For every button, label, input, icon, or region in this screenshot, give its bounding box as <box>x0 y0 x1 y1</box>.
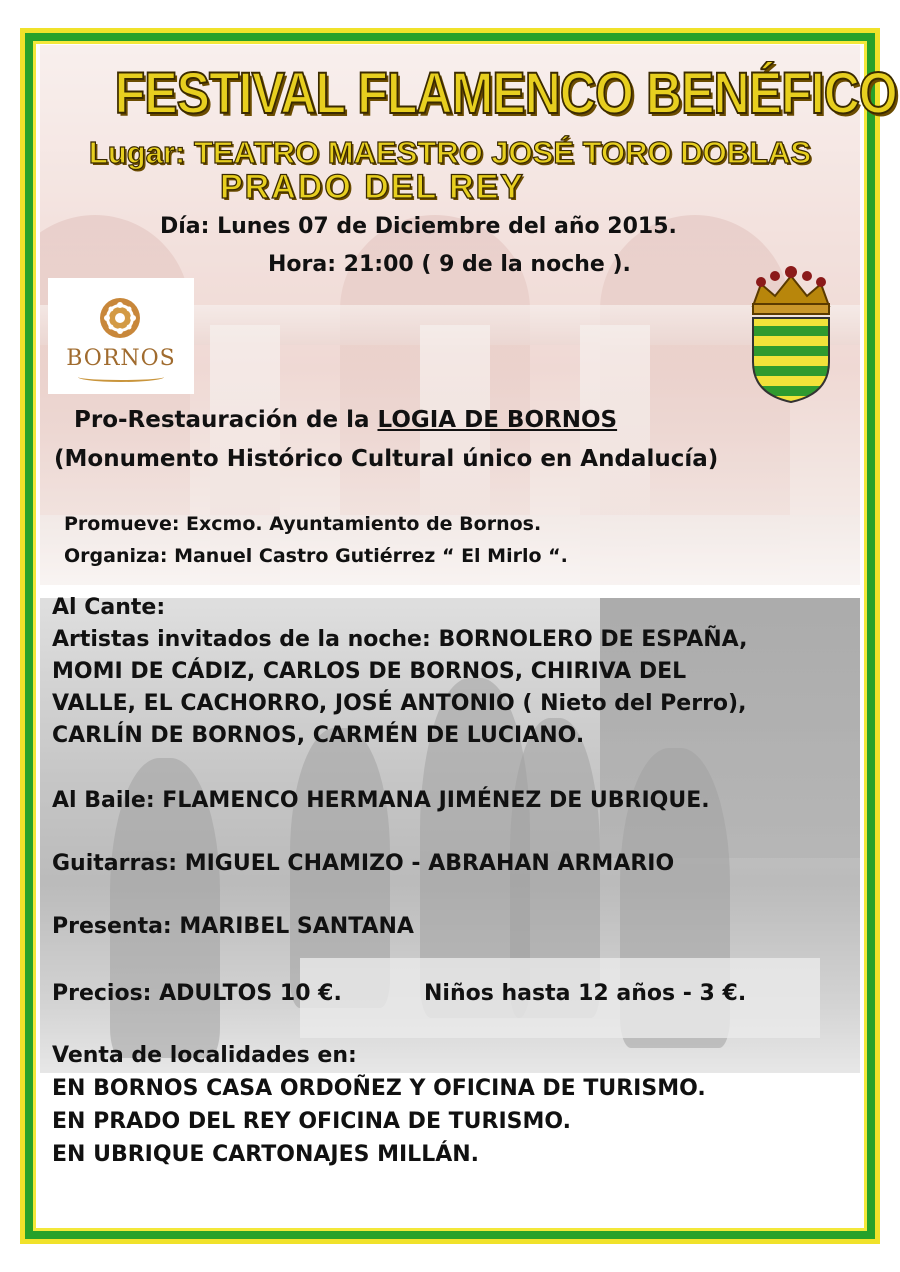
bornos-logo <box>48 278 194 394</box>
event-time: Hora: 21:00 ( 9 de la noche ). <box>268 252 631 277</box>
tickets-location: EN UBRIQUE CARTONAJES MILLÁN. <box>52 1142 480 1167</box>
price-children: Niños hasta 12 años - 3 €. <box>424 981 747 1006</box>
rosette-emblem-icon <box>98 296 142 340</box>
presenta-line: Presenta: MARIBEL SANTANA <box>52 914 414 939</box>
cante-line: Artistas invitados de la noche: BORNOLERO DE ESPAÑA, <box>52 627 748 652</box>
price-adults: Precios: ADULTOS 10 €. <box>52 981 342 1006</box>
baile-line: Al Baile: FLAMENCO HERMANA JIMÉNEZ DE UBRIQUE. <box>52 788 710 813</box>
cante-line: MOMI DE CÁDIZ, CARLOS DE BORNOS, CHIRIVA DEL <box>52 659 687 684</box>
venue-line: Lugar: TEATRO MAESTRO JOSÉ TORO DOBLAS <box>88 135 812 170</box>
organizer-line: Organiza: Manuel Castro Gutiérrez “ El Mirlo “. <box>64 545 568 567</box>
event-date: Día: Lunes 07 de Diciembre del año 2015. <box>160 214 677 239</box>
guitarras-line: Guitarras: MIGUEL CHAMIZO - ABRAHAN ARMARIO <box>52 851 675 876</box>
cause-line <box>74 407 617 433</box>
tickets-heading: Venta de localidades en: <box>52 1043 357 1068</box>
tickets-location: EN BORNOS CASA ORDOÑEZ Y OFICINA DE TURISMO. <box>52 1076 706 1101</box>
tickets-location: EN PRADO DEL REY OFICINA DE TURISMO. <box>52 1109 571 1134</box>
promoter-line: Promueve: Excmo. Ayuntamiento de Bornos. <box>64 513 542 535</box>
town-name: PRADO DEL REY <box>220 168 525 206</box>
logo-swoosh <box>78 372 164 382</box>
poster-title: FESTIVAL FLAMENCO BENÉFICO <box>114 61 897 126</box>
cante-line: CARLÍN DE BORNOS, CARMÉN DE LUCIANO. <box>52 723 585 748</box>
cause-prefix: Pro-Restauración de la <box>74 407 378 433</box>
cante-line: VALLE, EL CACHORRO, JOSÉ ANTONIO ( Nieto del Perro), <box>52 691 747 716</box>
cante-heading: Al Cante: <box>52 595 166 620</box>
logo-text: BORNOS <box>66 346 176 371</box>
monument-line: (Monumento Histórico Cultural único en Andalucía) <box>54 446 719 472</box>
coat-of-arms-icon <box>745 262 837 404</box>
cause-highlight: LOGIA DE BORNOS <box>377 407 618 433</box>
